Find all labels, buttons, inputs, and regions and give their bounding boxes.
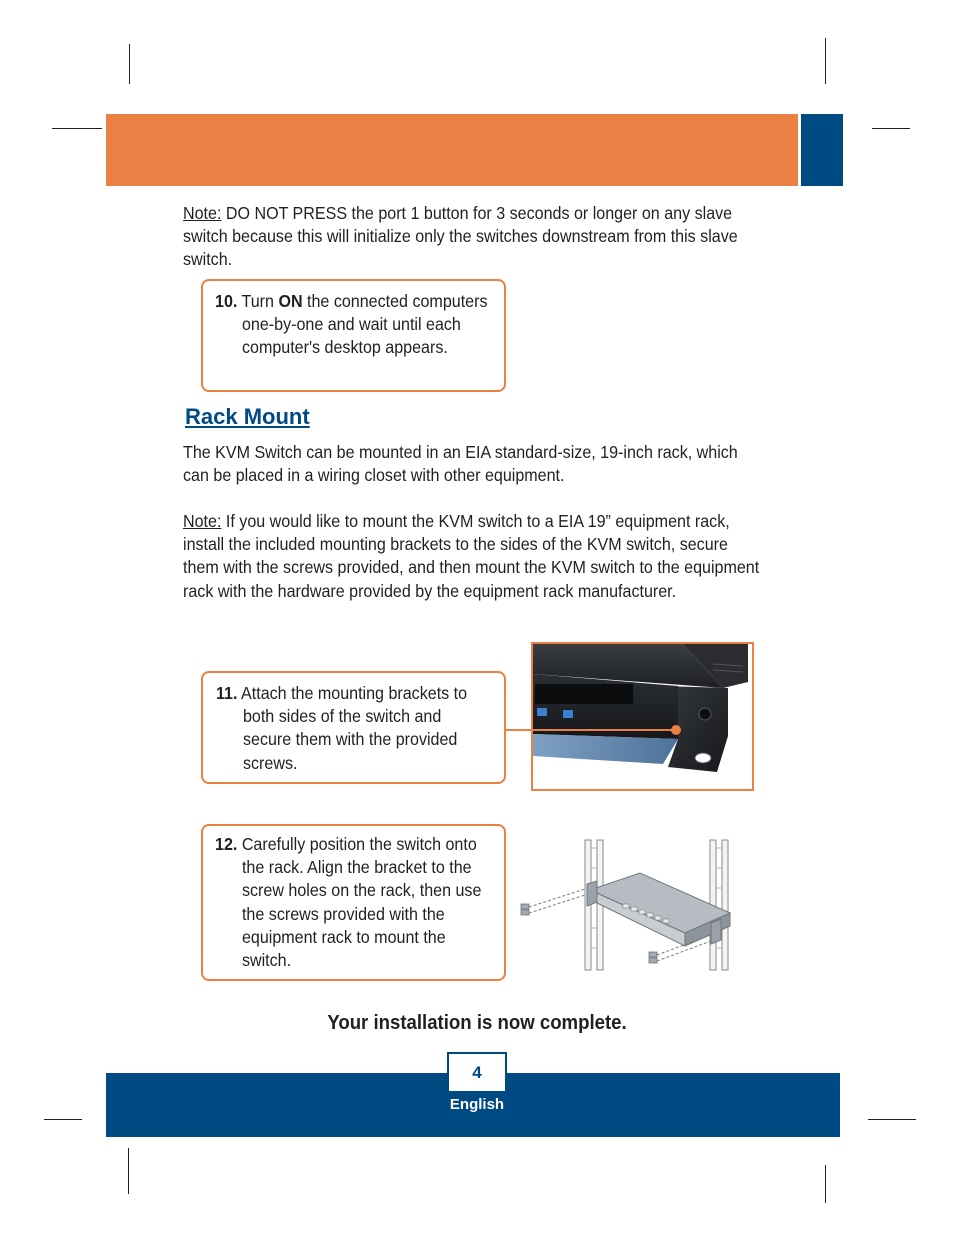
rack-note (183, 510, 760, 603)
header-tab (801, 114, 843, 186)
callout-line (505, 729, 677, 731)
language-label: English (449, 1096, 505, 1113)
callout-dot (671, 725, 681, 735)
rack-intro: The KVM Switch can be mounted in an EIA standard-size, 19-inch rack, which can be placed in a wiring closet with other equipment. (183, 442, 738, 486)
step-number: 11. (216, 683, 238, 703)
step-number: 10. (215, 291, 238, 311)
crop-mark (868, 1119, 916, 1120)
kvm-switch-bracket-illustration (533, 644, 754, 791)
step-10-text: 10. Turn ON the connected computers one-by-one and wait until each computer's desktop appears. (215, 291, 488, 358)
bracket-photo (531, 642, 754, 791)
crop-mark (129, 44, 130, 84)
note-text: DO NOT PRESS the port 1 button for 3 seconds or longer on any slave switch because this will initialize only the switches downstream from this slave switch. (183, 203, 738, 270)
note-text: If you would like to mount the KVM switch to a EIA 19” equipment rack, install the included mounting brackets to the sides of the KVM switch, secure them with the screws provided, and then mount the KVM switch to the equipment rack with the hardware provided by the equipment rack manufacturer. (183, 511, 760, 601)
crop-mark (52, 128, 102, 129)
step-12-text: 12. Carefully position the switch onto the rack. Align the bracket to the screw holes on the rack, then use the screws provided with the equipment rack to mount the switch. (215, 834, 482, 971)
section-heading: Rack Mount (185, 404, 310, 429)
step-11-text: 11. Attach the mounting brackets to both sides of the switch and secure them with the provided screws. (216, 683, 468, 773)
note-label: Note: (183, 203, 222, 223)
completion-message: Your installation is now complete. (327, 1012, 627, 1034)
crop-mark (825, 1165, 826, 1203)
rack-mount-illustration (515, 838, 765, 973)
emphasis-on: ON (278, 291, 303, 311)
note-paragraph (183, 202, 760, 272)
step-number: 12. (215, 834, 238, 854)
crop-mark (825, 38, 826, 84)
header-bar (106, 114, 798, 186)
crop-mark (128, 1148, 129, 1194)
page-number: 4 (447, 1052, 507, 1093)
note-label: Note: (183, 511, 222, 531)
crop-mark (872, 128, 910, 129)
crop-mark (44, 1119, 82, 1120)
